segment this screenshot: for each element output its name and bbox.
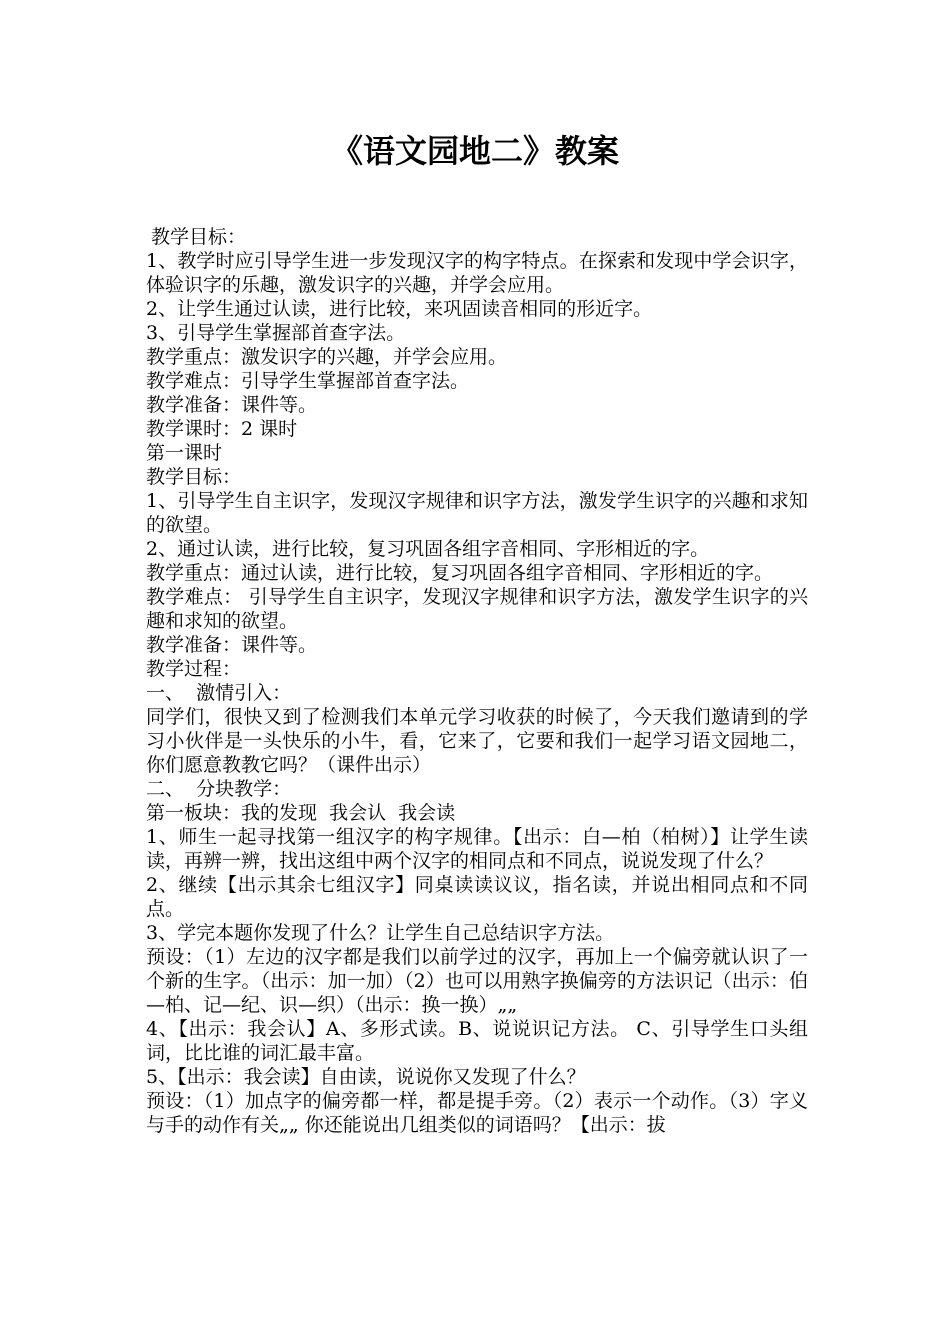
paragraph: 5、【出示：我会读】自由读，说说你又发现了什么？ [146, 1066, 586, 1088]
paragraph: 第一板块：我的发现 我会认 我会读 [146, 802, 456, 824]
paragraph: 4、【出示：我会认】A、多形式读。B、说说识记方法。 C、引导学生口头组词，比比谁的词汇最丰富。 [146, 1018, 808, 1064]
paragraph: 教学目标： [151, 226, 247, 248]
paragraph: 1、引导学生自主识字，发现汉字规律和识字方法，激发学生识字的兴趣和求知的欲望。 [146, 490, 808, 536]
paragraph: 预设：（1）加点字的偏旁都一样，都是提手旁。（2）表示一个动作。（3）字义与手的动作有关„„ 你还能说出几组类似的词语吗？【出示：拔 [146, 1090, 808, 1136]
document-body [146, 225, 808, 1137]
paragraph: 同学们，很快又到了检测我们本单元学习收获的时候了，今天我们邀请到的学习小伙伴是一头快乐的小牛，看，它来了，它要和我们一起学习语文园地二，你们愿意教教它吗？（课件出示） [146, 706, 808, 776]
paragraph: 教学目标： [146, 466, 242, 488]
paragraph: 第一课时 [146, 442, 223, 464]
paragraph: 教学准备：课件等。 [146, 394, 318, 416]
document-title: 《语文园地二》教案 [330, 132, 619, 170]
paragraph: 一、 激情引入： [146, 682, 292, 704]
paragraph: 教学重点：通过认读，进行比较，复习巩固各组字音相同、字形相近的字。 [146, 562, 774, 584]
paragraph: 教学准备：课件等。 [146, 634, 318, 656]
paragraph: 2、通过认读，进行比较，复习巩固各组字音相同、字形相近的字。 [146, 538, 710, 560]
paragraph: 3、学完本题你发现了什么？让学生自己总结识字方法。 [146, 922, 615, 944]
paragraph: 教学课时：2 课时 [146, 418, 298, 440]
paragraph: 1、教学时应引导学生进一步发现汉字的构字特点。在探索和发现中学会识字，体验识字的乐趣，激发识字的兴趣，并学会应用。 [146, 250, 808, 296]
paragraph: 3、引导学生掌握部首查字法。 [146, 322, 406, 344]
paragraph: 1、师生一起寻找第一组汉字的构字规律。【出示：白—柏（柏树）】让学生读读，再辨一辨，找出这组中两个汉字的相同点和不同点，说说发现了什么？ [146, 826, 808, 872]
paragraph: 教学过程： [146, 658, 242, 680]
paragraph: 二、 分块教学： [146, 778, 292, 800]
paragraph: 预设：（1）左边的汉字都是我们以前学过的汉字，再加上一个偏旁就认识了一个新的生字。（出示：加一加）（2）也可以用熟字换偏旁的方法识记（出示：伯—柏、记—纪、识—织）（出示：换一换）„„ [146, 946, 808, 1016]
paragraph: 教学难点：引导学生掌握部首查字法。 [146, 370, 470, 392]
paragraph: 教学难点： 引导学生自主识字，发现汉字规律和识字方法，激发学生识字的兴趣和求知的欲望。 [146, 586, 808, 632]
paragraph: 2、让学生通过认读，进行比较，来巩固读音相同的形近字。 [146, 298, 653, 320]
paragraph: 2、继续【出示其余七组汉字】同桌读读议议，指名读，并说出相同点和不同点。 [146, 874, 808, 920]
paragraph: 教学重点：激发识字的兴趣，并学会应用。 [146, 346, 508, 368]
